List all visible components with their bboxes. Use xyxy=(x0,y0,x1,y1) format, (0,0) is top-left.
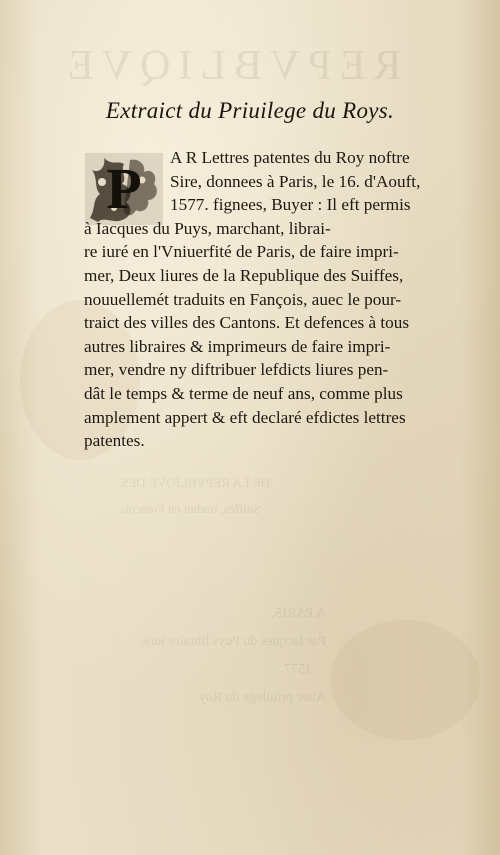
text-line: A R Lettres patentes du Roy noftre xyxy=(170,148,410,167)
bleed-through-text: DE LA REPVBLIQVE DES Suiffes, traduit en Francois xyxy=(120,475,271,516)
text-line: dât le temps & terme de neuf ans, comme plus xyxy=(84,383,403,403)
dropcap-letter: P xyxy=(106,156,142,221)
text-line: autres libraires & imprimeurs de faire impri- xyxy=(84,336,391,356)
text-line: patentes. xyxy=(84,431,145,451)
text-line: Sire, donnees à Paris, le 16. d'Aouft, xyxy=(170,171,421,191)
text-line: mer, Deux liures de la Republique des Suiffes, xyxy=(84,265,404,285)
text-line: amplement appert & eft declaré efdictes lettres xyxy=(84,407,406,427)
text-line: nouuellemét traduits en Fançois, auec le pour- xyxy=(84,289,402,309)
text-line: traict des villes des Cantons. Et defences à tous xyxy=(84,313,410,333)
text-line: à Iacques du Puys, marchant, librai- xyxy=(84,218,331,238)
bleed-through-heading: REPVBLIQVE xyxy=(60,43,402,89)
page-title: Extraict du Priuilege du Roys. xyxy=(105,98,395,123)
text-line: 1577. fignees, Buyer : Il eft permis xyxy=(170,195,411,215)
text-line: re iuré en l'Vniuerfité de Paris, de faire impri- xyxy=(84,242,399,262)
bleed-through-text: A PARIS, Par Iacques du Puys libraire iuré, 1577. Auec priuilege du Roy. xyxy=(140,606,326,705)
privilege-text xyxy=(84,146,474,453)
text-line: mer, vendre ny diftribuer lefdicts liures pen- xyxy=(84,360,389,380)
paper-stain xyxy=(330,620,480,740)
